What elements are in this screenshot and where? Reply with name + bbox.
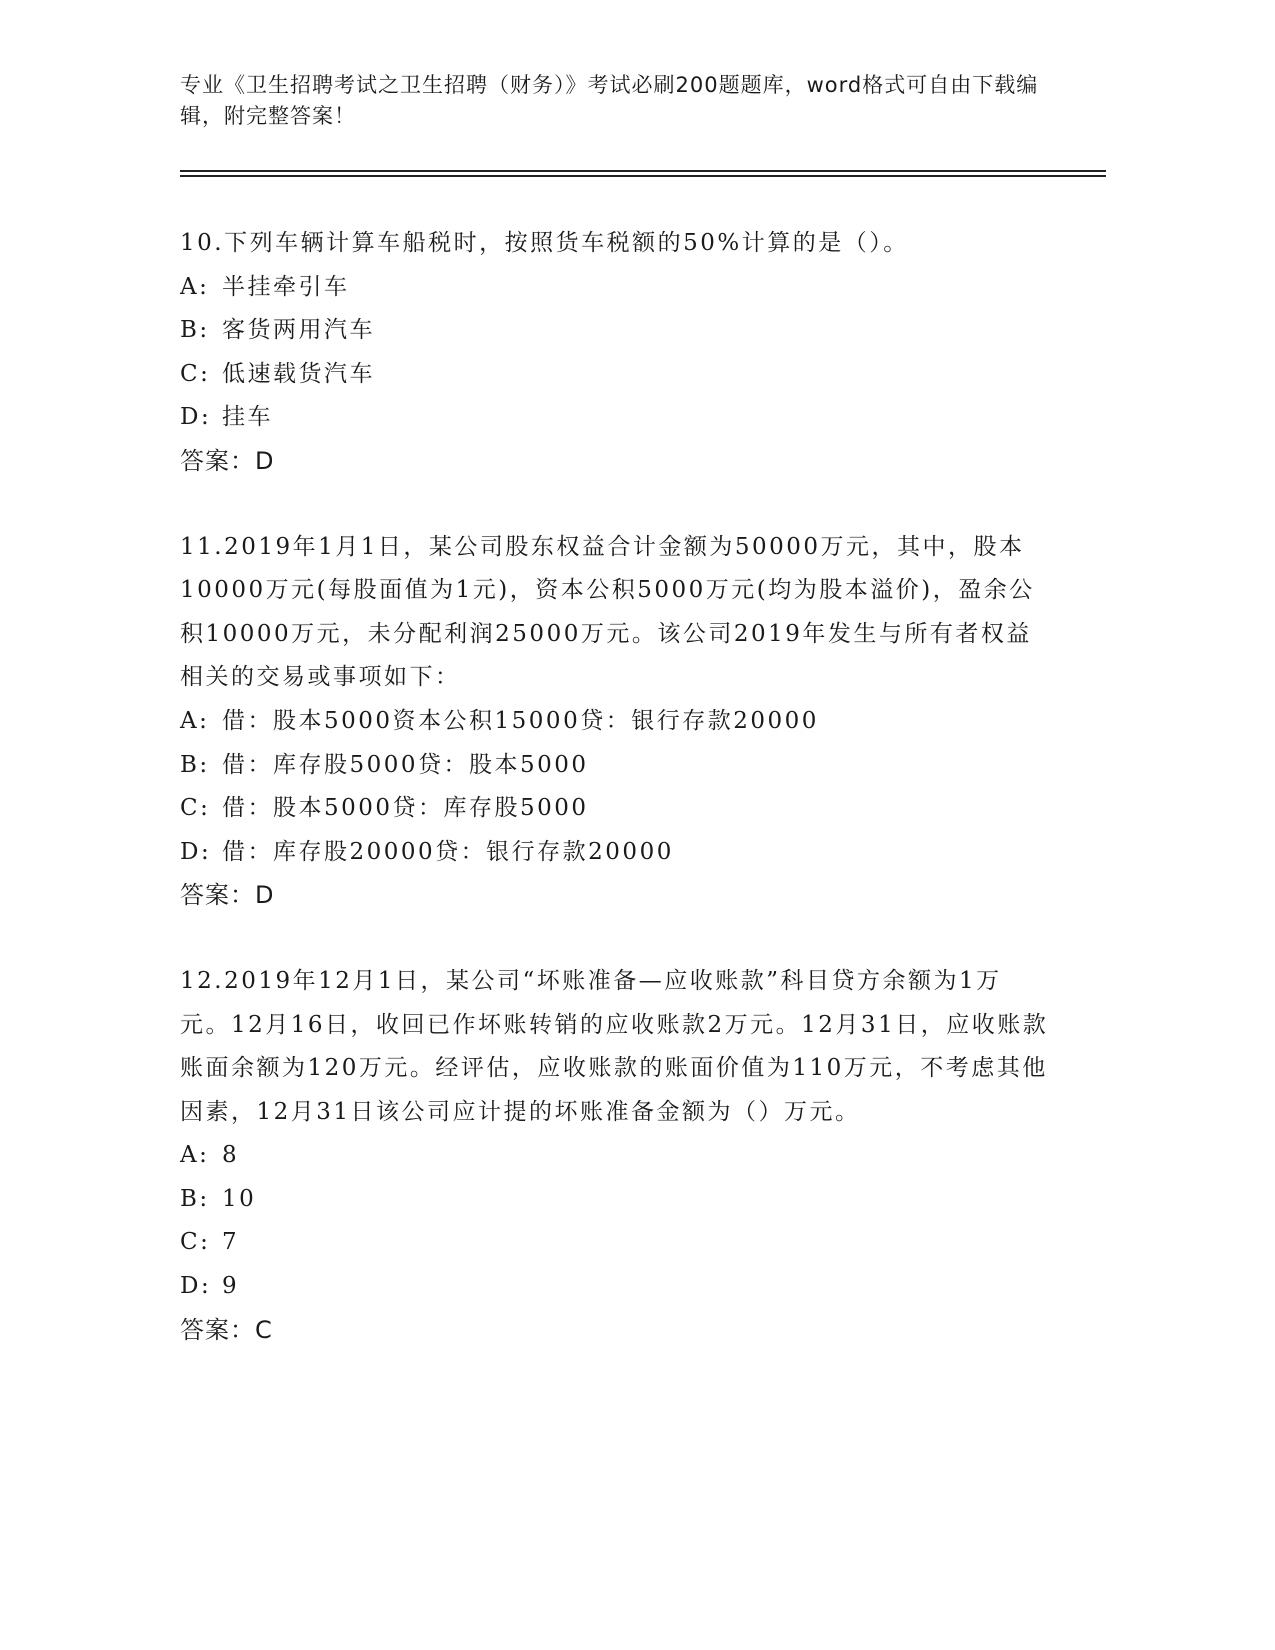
option-text: 借：库存股5000贷：股本5000 bbox=[222, 751, 589, 778]
option-text: 9 bbox=[222, 1273, 240, 1300]
option-text: 7 bbox=[222, 1229, 240, 1256]
answer-line: 答案：C bbox=[180, 1315, 273, 1344]
answer-line: 答案：D bbox=[180, 881, 275, 910]
option-a bbox=[180, 1134, 1050, 1178]
option-letter: A: bbox=[180, 1142, 210, 1169]
option-c bbox=[180, 1221, 1050, 1265]
option-c bbox=[180, 353, 1050, 397]
option-letter: A: bbox=[180, 273, 210, 300]
question-stem: 12.2019年12月1日，某公司“坏账准备—应收账款”科目贷方余额为1万元。12月16日，收回已作坏账转销的应收账款2万元。12月31日，应收账款账面余额为120万元。经评估，应收账款的账面价值为110万元，不考虑其他因素，12月31日该公司应计提的坏账准备金额为（）万元。 bbox=[180, 967, 1049, 1125]
question-10 bbox=[180, 222, 1050, 484]
option-b bbox=[180, 309, 1050, 353]
option-text: 挂车 bbox=[222, 404, 273, 431]
option-a bbox=[180, 700, 1050, 744]
question-list bbox=[180, 222, 1050, 1394]
option-text: 低速载货汽车 bbox=[222, 360, 375, 387]
option-letter: B: bbox=[180, 1185, 210, 1212]
option-text: 客货两用汽车 bbox=[222, 317, 375, 344]
option-letter: A: bbox=[180, 707, 210, 734]
option-letter: C: bbox=[180, 360, 211, 387]
option-letter: B: bbox=[180, 317, 210, 344]
option-b bbox=[180, 1178, 1050, 1222]
question-stem: 11.2019年1月1日，某公司股东权益合计金额为50000万元，其中，股本10000万元(每股面值为1元)，资本公积5000万元(均为股本溢价)，盈余公积10000万元，未分配利润25000万元。该公司2019年发生与所有者权益相关的交易或事项如下： bbox=[180, 533, 1035, 691]
option-text: 借：股本5000资本公积15000贷：银行存款20000 bbox=[222, 707, 819, 734]
question-11 bbox=[180, 526, 1050, 918]
option-d bbox=[180, 1265, 1050, 1309]
option-d bbox=[180, 831, 1050, 875]
question-12 bbox=[180, 960, 1050, 1352]
option-letter: C: bbox=[180, 795, 211, 822]
answer-line: 答案：D bbox=[180, 446, 275, 475]
document-header: 专业《卫生招聘考试之卫生招聘（财务）》考试必刷200题题库，word格式可自由下载编辑，附完整答案！ bbox=[180, 73, 1039, 128]
option-text: 10 bbox=[222, 1185, 257, 1212]
option-letter: C: bbox=[180, 1229, 211, 1256]
option-letter: B: bbox=[180, 751, 210, 778]
option-a bbox=[180, 266, 1050, 310]
option-letter: D: bbox=[180, 1273, 212, 1300]
option-text: 借：股本5000贷：库存股5000 bbox=[222, 795, 589, 822]
option-c bbox=[180, 787, 1050, 831]
option-letter: D: bbox=[180, 838, 212, 865]
option-text: 借：库存股20000贷：银行存款20000 bbox=[222, 838, 674, 865]
option-text: 8 bbox=[222, 1142, 240, 1169]
question-stem: 10.下列车辆计算车船税时，按照货车税额的50%计算的是（）。 bbox=[180, 230, 909, 256]
option-d bbox=[180, 396, 1050, 440]
option-text: 半挂牵引车 bbox=[222, 273, 350, 300]
option-letter: D: bbox=[180, 404, 212, 431]
header-divider-top bbox=[180, 170, 1106, 172]
header-divider-bottom bbox=[180, 175, 1106, 177]
option-b bbox=[180, 744, 1050, 788]
